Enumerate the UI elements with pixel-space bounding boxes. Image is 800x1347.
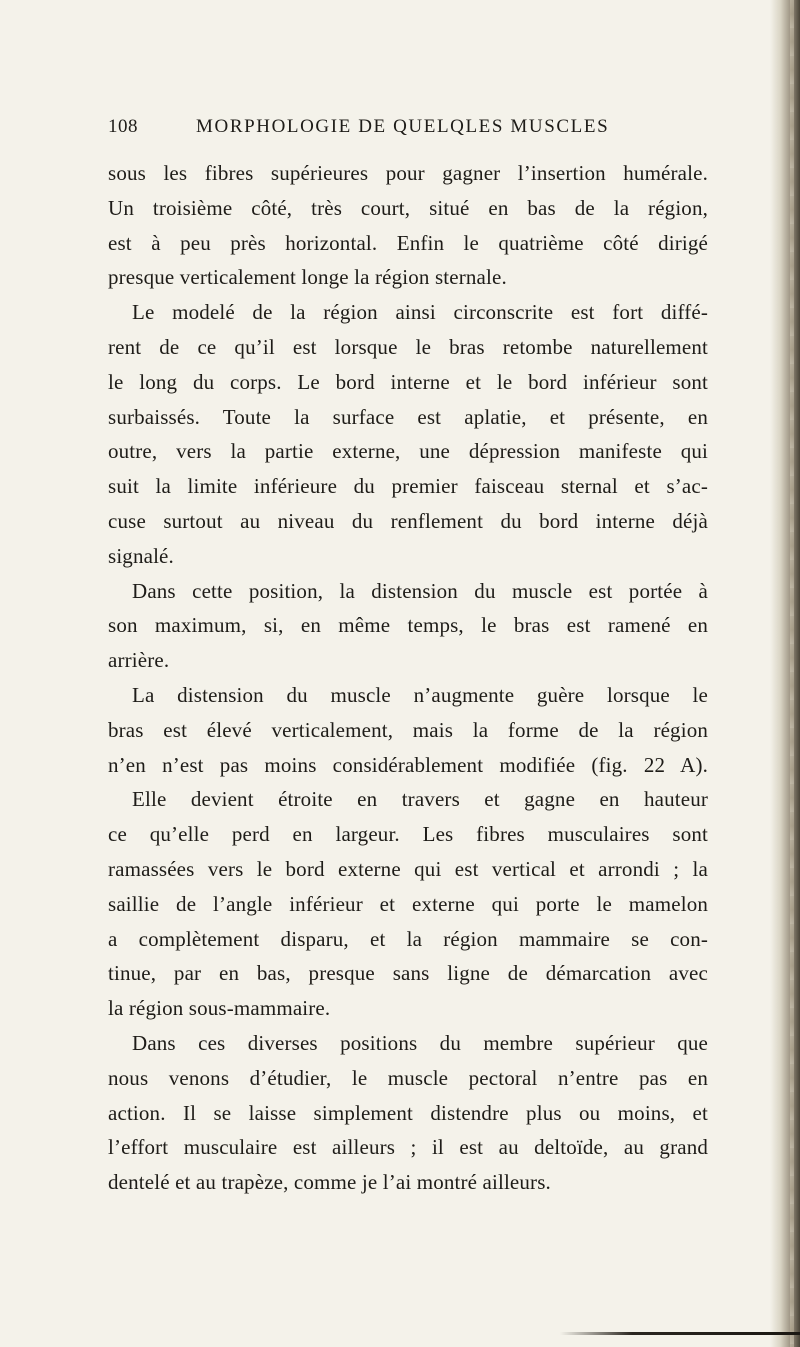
text-line: ramassées vers le bord externe qui est vertical et arrondi ; la <box>108 856 708 881</box>
text-line: action. Il se laisse simplement distendre plus ou moins, et <box>108 1100 708 1125</box>
page-number: 108 <box>108 116 138 137</box>
page-header <box>108 116 688 146</box>
text-line: signalé. <box>108 543 174 568</box>
text-line: le long du corps. Le bord interne et le bord inférieur sont <box>108 369 708 394</box>
text-line: nous venons d’étudier, le muscle pectoral n’entre pas en <box>108 1065 708 1090</box>
text-line: Elle devient étroite en travers et gagne en hauteur <box>132 787 708 812</box>
text-line: suit la limite inférieure du premier faisceau sternal et s’ac- <box>108 474 708 499</box>
text-line: sous les fibres supérieures pour gagner l’insertion humérale. <box>108 161 708 185</box>
text-line: a complètement disparu, et la région mammaire se con- <box>108 926 708 951</box>
text-line: cuse surtout au niveau du renflement du bord interne déjà <box>108 508 708 533</box>
text-line: Dans cette position, la distension du muscle est portée à <box>132 578 708 603</box>
text-line: la région sous-mammaire. <box>108 996 331 1021</box>
text-line: presque verticalement longe la région sternale. <box>108 265 507 290</box>
text-line: saillie de l’angle inférieur et externe qui porte le mamelon <box>108 891 708 916</box>
page-edge-texture <box>790 0 794 1347</box>
text-line: son maximum, si, en même temps, le bras est ramené en <box>108 613 708 638</box>
text-line: l’effort musculaire est ailleurs ; il est au deltoïde, au grand <box>108 1135 708 1160</box>
text-line: dentelé et au trapèze, comme je l’ai montré ailleurs. <box>108 1170 551 1195</box>
text-line: outre, vers la partie externe, une dépression manifeste qui <box>108 439 708 464</box>
page-edge-shadow <box>770 0 800 1347</box>
text-line: rent de ce qu’il est lorsque le bras retombe naturellement <box>108 334 708 359</box>
running-title: MORPHOLOGIE DE QUELQLES MUSCLES <box>196 116 610 137</box>
text-line: n’en n’est pas moins considérablement modifiée (fig. 22 A). <box>108 752 708 777</box>
text-line: Un troisième côté, très court, situé en bas de la région, <box>108 195 708 220</box>
text-line: bras est élevé verticalement, mais la forme de la région <box>108 717 708 742</box>
text-line: Le modelé de la région ainsi circonscrite est fort diffé- <box>132 300 708 325</box>
text-line: La distension du muscle n’augmente guère lorsque le <box>132 682 708 707</box>
text-line: surbaissés. Toute la surface est aplatie, et présente, en <box>108 404 708 429</box>
text-line: ce qu’elle perd en largeur. Les fibres musculaires sont <box>108 822 708 847</box>
text-line: tinue, par en bas, presque sans ligne de démarcation avec <box>108 961 708 986</box>
text-line: Dans ces diverses positions du membre supérieur que <box>132 1030 708 1055</box>
text-line: est à peu près horizontal. Enfin le quatrième côté dirigé <box>108 230 708 255</box>
body-text <box>108 156 708 1200</box>
text-line: arrière. <box>108 648 170 673</box>
bottom-edge-rule <box>560 1332 800 1335</box>
